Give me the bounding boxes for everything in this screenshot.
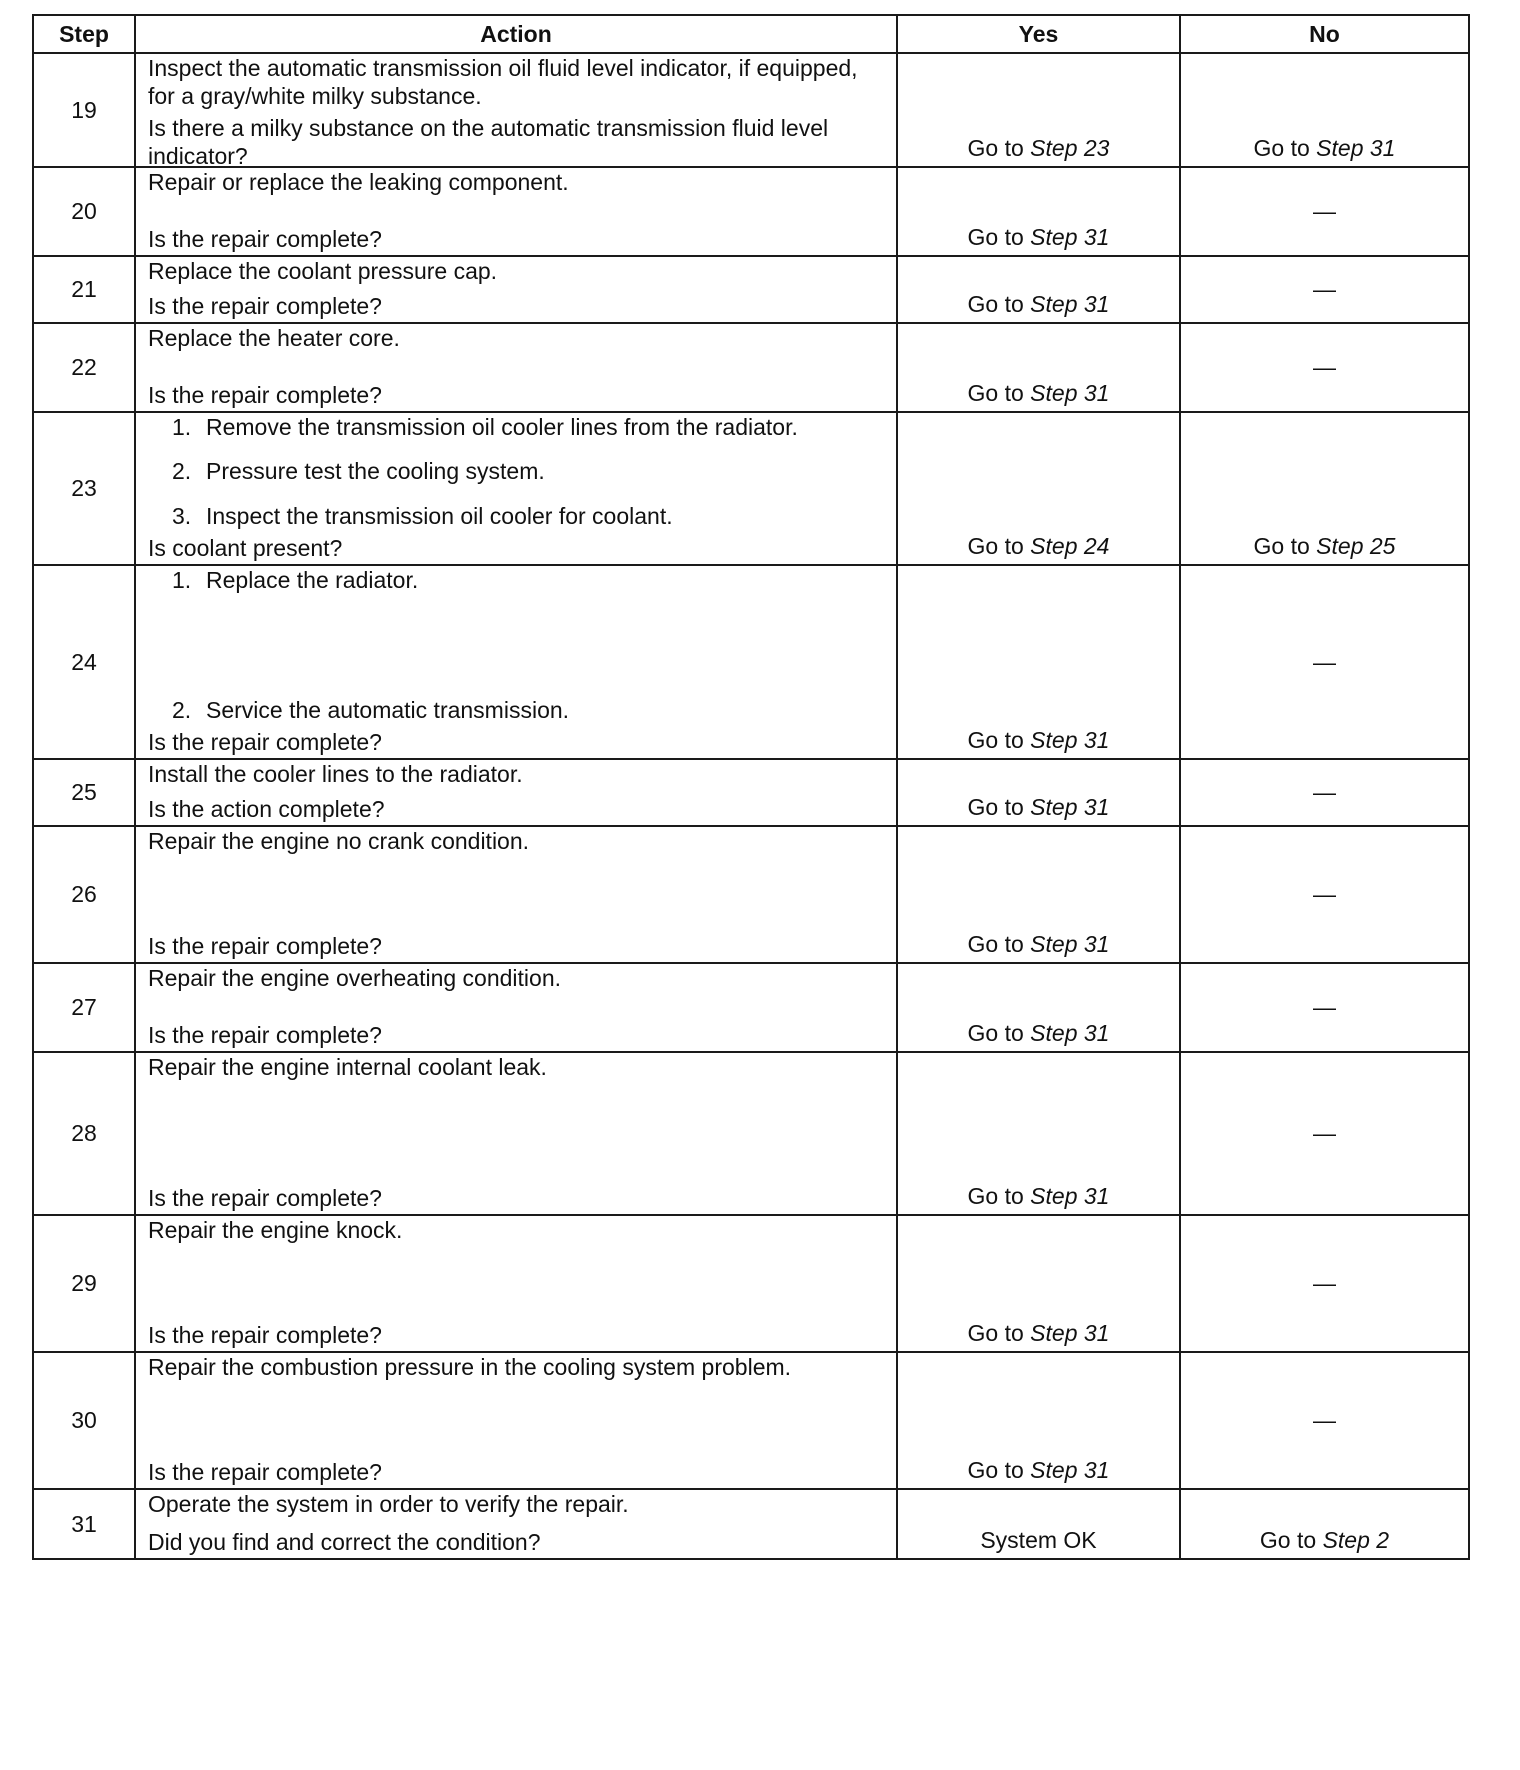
header-row (33, 15, 1469, 53)
table-row (33, 1052, 1469, 1215)
goto-step-reference: Step 31 (1030, 1456, 1110, 1483)
goto-step-reference: Step 31 (1030, 1019, 1110, 1046)
goto-step-reference: Step 2 (1322, 1526, 1390, 1553)
goto-step-reference: Step 31 (1030, 1182, 1110, 1209)
step-number: 20 (33, 167, 135, 256)
table-row (33, 963, 1469, 1052)
step-number: 27 (33, 963, 135, 1052)
action-cell (135, 1489, 897, 1559)
yes-result (897, 826, 1180, 963)
yes-result (897, 1052, 1180, 1215)
goto-prefix: Go to (1253, 134, 1317, 161)
goto-prefix: Go to (1259, 1526, 1323, 1553)
no-dash: — (1313, 648, 1336, 675)
yes-result (897, 323, 1180, 412)
no-result (1180, 412, 1469, 565)
table-row (33, 412, 1469, 565)
action-cell (135, 1352, 897, 1489)
question-text: Is the repair complete? (148, 1184, 382, 1211)
no-result (1180, 565, 1469, 759)
goto-prefix: Go to (967, 1456, 1031, 1483)
question-text: Is the repair complete? (148, 292, 382, 319)
table-row (33, 1489, 1469, 1559)
question-text: Is the repair complete? (148, 1021, 382, 1048)
no-result (1180, 826, 1469, 963)
step-number: 19 (33, 53, 135, 167)
yes-result (897, 1352, 1180, 1489)
table-row (33, 1352, 1469, 1489)
no-dash: — (1313, 1120, 1336, 1147)
goto-step-reference: Step 31 (1030, 290, 1110, 317)
action-cell (135, 53, 897, 170)
action-cell (135, 256, 897, 323)
step-number: 29 (33, 1215, 135, 1352)
instruction-number: 1. (172, 567, 192, 593)
goto-step-reference: Step 23 (1030, 134, 1110, 161)
yes-result (897, 1215, 1180, 1352)
no-dash: — (1313, 354, 1336, 381)
question-text: Is the repair complete? (148, 381, 382, 408)
no-result (1180, 1489, 1469, 1559)
step-number: 30 (33, 1352, 135, 1489)
goto-step-reference: Step 31 (1316, 134, 1396, 161)
question-text: Is the repair complete? (148, 1321, 382, 1348)
numbered-instruction (148, 566, 890, 594)
no-dash: — (1313, 276, 1336, 303)
goto-step-reference: Step 31 (1030, 379, 1110, 406)
step-number: 23 (33, 412, 135, 565)
table-body (33, 53, 1469, 1559)
action-cell (135, 323, 897, 412)
instruction-text: Pressure test the cooling system. (206, 458, 545, 485)
action-cell (135, 412, 897, 565)
table-row (33, 323, 1469, 412)
action-text: Repair the combustion pressure in the cooling system problem. (148, 1354, 792, 1380)
table-row (33, 1215, 1469, 1352)
action-cell (135, 1215, 897, 1352)
goto-prefix: Go to (967, 1019, 1031, 1046)
question-text: Is the repair complete? (148, 728, 382, 755)
yes-result (897, 565, 1180, 759)
instruction-number: 3. (172, 502, 192, 529)
goto-prefix: Go to (967, 290, 1031, 317)
no-result (1180, 963, 1469, 1052)
goto-prefix: Go to (967, 134, 1031, 161)
no-result (1180, 1215, 1469, 1352)
goto-prefix: Go to (967, 1319, 1031, 1346)
action-text: Repair the engine overheating condition. (148, 965, 562, 991)
action-text: Replace the coolant pressure cap. (148, 258, 498, 284)
question-text: Is the repair complete? (148, 932, 382, 959)
action-cell (135, 826, 897, 963)
question-text: Is the repair complete? (148, 1458, 382, 1485)
no-dash: — (1313, 1270, 1336, 1297)
no-dash: — (1313, 1407, 1336, 1434)
goto-prefix: Go to (967, 379, 1031, 406)
instruction-number: 1. (172, 414, 192, 440)
yes-result (897, 759, 1180, 826)
step-number: 25 (33, 759, 135, 826)
goto-prefix: Go to (967, 1182, 1031, 1209)
action-text: Replace the heater core. (148, 325, 400, 351)
action-text: Repair the engine knock. (148, 1217, 403, 1243)
numbered-instruction (148, 457, 890, 485)
instruction-number: 2. (172, 696, 192, 723)
goto-prefix: Go to (967, 793, 1031, 820)
no-dash: — (1313, 881, 1336, 908)
yes-result (897, 412, 1180, 565)
header-action: Action (135, 15, 897, 53)
diagnostic-table (32, 14, 1470, 1560)
question-text: Is coolant present? (148, 534, 343, 561)
action-cell (135, 565, 897, 759)
table-row (33, 826, 1469, 963)
action-cell (135, 1052, 897, 1215)
yes-text: System OK (980, 1526, 1097, 1553)
action-text: Repair the engine internal coolant leak. (148, 1054, 547, 1080)
yes-result (897, 963, 1180, 1052)
goto-prefix: Go to (1253, 532, 1317, 559)
instruction-text: Remove the transmission oil cooler lines from the radiator. (206, 414, 798, 440)
goto-prefix: Go to (967, 532, 1031, 559)
no-result (1180, 323, 1469, 412)
goto-step-reference: Step 31 (1030, 793, 1110, 820)
step-number: 24 (33, 565, 135, 759)
no-result (1180, 256, 1469, 323)
yes-result (897, 1489, 1180, 1559)
step-number: 21 (33, 256, 135, 323)
question-text: Is the action complete? (148, 795, 385, 822)
table-row (33, 256, 1469, 323)
goto-prefix: Go to (967, 726, 1031, 753)
yes-result (897, 256, 1180, 323)
question-text: Is there a milky substance on the automatic transmission fluid level indicator? (148, 115, 829, 170)
goto-prefix: Go to (967, 223, 1031, 250)
question-text: Did you find and correct the condition? (148, 1528, 541, 1555)
goto-step-reference: Step 31 (1030, 223, 1110, 250)
no-result (1180, 167, 1469, 256)
no-result (1180, 1052, 1469, 1215)
no-result (1180, 759, 1469, 826)
header-yes: Yes (897, 15, 1180, 53)
instruction-text: Service the automatic transmission. (206, 696, 570, 723)
numbered-instruction (148, 696, 890, 724)
goto-prefix: Go to (967, 930, 1031, 957)
instruction-number: 2. (172, 458, 192, 485)
action-cell (135, 167, 897, 256)
instruction-text: Inspect the transmission oil cooler for coolant. (206, 502, 673, 529)
action-text: Install the cooler lines to the radiator. (148, 761, 523, 787)
goto-step-reference: Step 24 (1030, 532, 1110, 559)
action-text: Repair the engine no crank condition. (148, 828, 530, 854)
numbered-instruction (148, 413, 890, 441)
numbered-instruction (148, 502, 890, 530)
header-step: Step (33, 15, 135, 53)
yes-result (897, 53, 1180, 167)
no-result (1180, 1352, 1469, 1489)
no-dash: — (1313, 994, 1336, 1021)
goto-step-reference: Step 25 (1316, 532, 1396, 559)
action-text: Repair or replace the leaking component. (148, 169, 569, 195)
step-number: 28 (33, 1052, 135, 1215)
goto-step-reference: Step 31 (1030, 726, 1110, 753)
no-dash: — (1313, 198, 1336, 225)
question-text: Is the repair complete? (148, 225, 382, 252)
header-no: No (1180, 15, 1469, 53)
table-row (33, 167, 1469, 256)
table-row (33, 759, 1469, 826)
goto-step-reference: Step 31 (1030, 930, 1110, 957)
action-text: Inspect the automatic transmission oil fluid level indicator, if equipped, for a gray/white milky substance. (148, 55, 858, 110)
no-dash: — (1313, 779, 1336, 806)
table-row (33, 53, 1469, 167)
goto-step-reference: Step 31 (1030, 1319, 1110, 1346)
step-number: 31 (33, 1489, 135, 1559)
no-result (1180, 53, 1469, 167)
action-text: Operate the system in order to verify the repair. (148, 1491, 629, 1517)
yes-result (897, 167, 1180, 256)
action-cell (135, 963, 897, 1052)
instruction-text: Replace the radiator. (206, 567, 419, 593)
step-number: 22 (33, 323, 135, 412)
action-cell (135, 759, 897, 826)
table-row (33, 565, 1469, 759)
step-number: 26 (33, 826, 135, 963)
